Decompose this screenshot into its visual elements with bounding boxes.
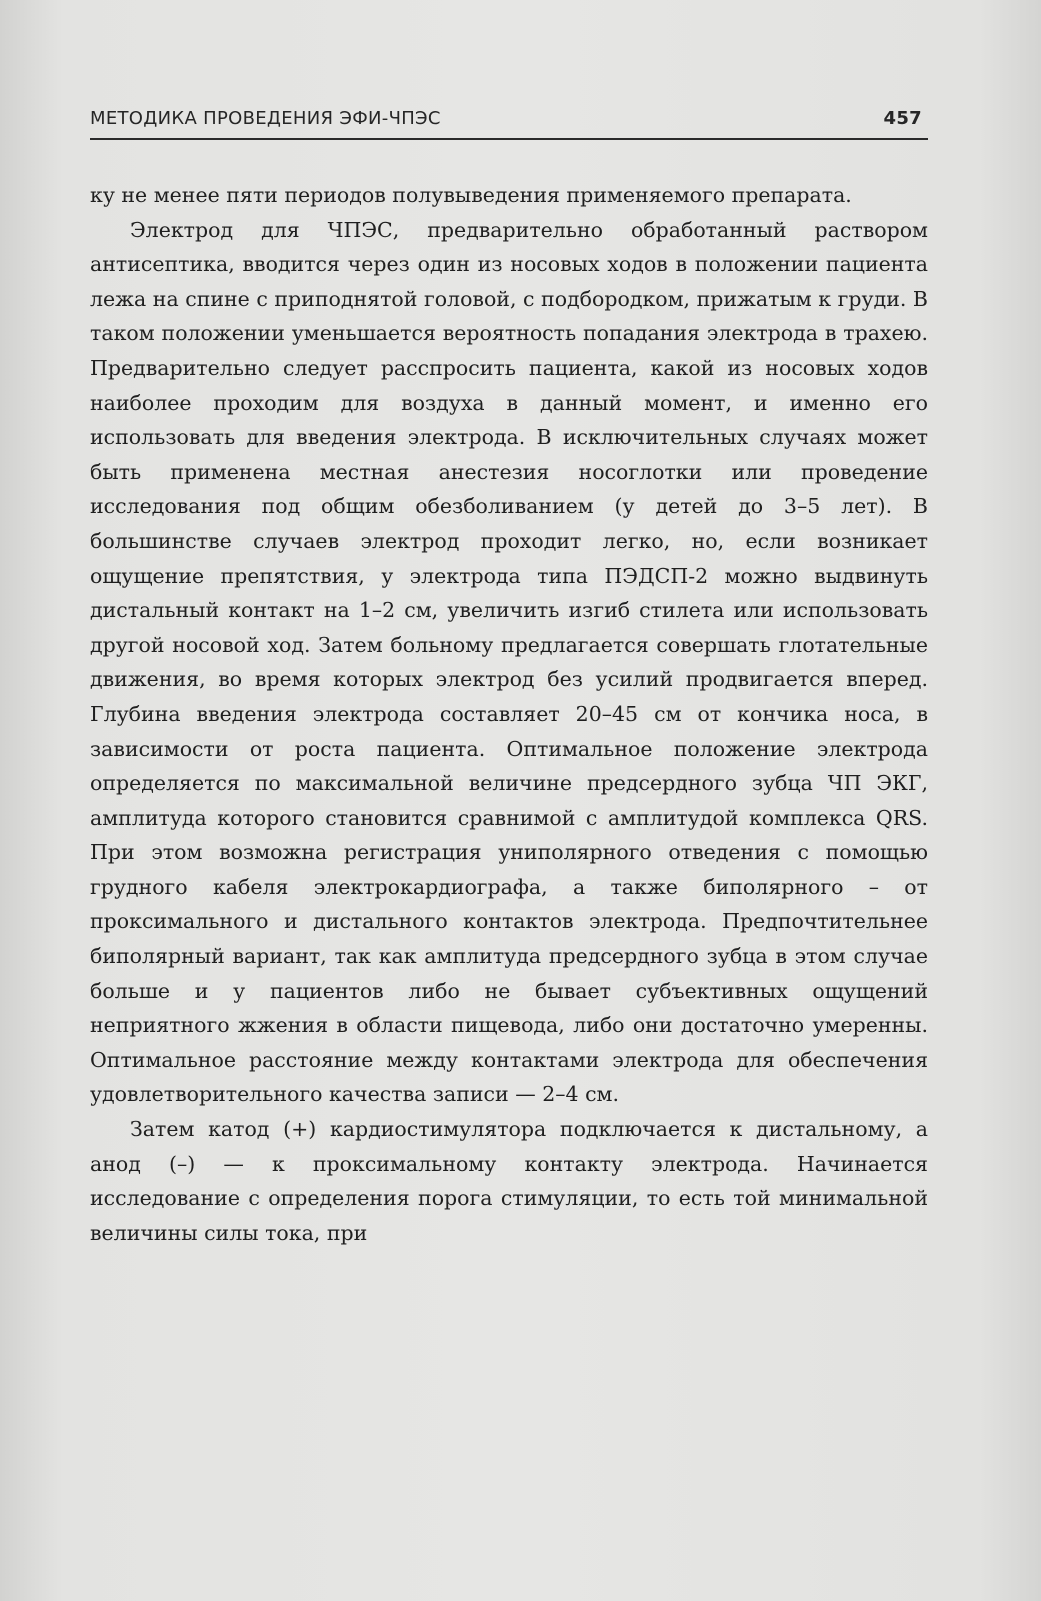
- running-title: МЕТОДИКА ПРОВЕДЕНИЯ ЭФИ-ЧПЭС: [90, 108, 441, 129]
- paragraph-stimulation-threshold: Затем катод (+) кардиостимулятора подключается к дистальному, а анод (–) — к проксимальному контакту электрода. Начинается исследование с определения порога стимуляции, то есть той минимальной величины силы тока, при: [90, 1117, 928, 1245]
- body-text: [90, 178, 928, 1250]
- page-number: 457: [883, 108, 922, 129]
- paragraph-continuation: ку не менее пяти периодов полувыведения применяемого препарата.: [90, 183, 852, 207]
- paragraph-electrode-insertion: Электрод для ЧПЭС, предварительно обработанный раствором антисептика, вводится через один из носовых ходов в положении пациента лежа на спине с приподнятой головой, с подбородком, прижатым к груди. В таком положении уменьшается вероятность попадания электрода в трахею. Предварительно следует расспросить пациента, какой из носовых ходов наиболее проходим для воздуха в данный момент, и именно его использовать для введения электрода. В исключительных случаях может быть применена местная анестезия носоглотки или проведение исследования под общим обезболиванием (у детей до 3–5 лет). В большинстве случаев электрод проходит легко, но, если возникает ощущение препятствия, у электрода типа ПЭДСП-2 можно выдвинуть дистальный контакт на 1–2 см, увеличить изгиб стилета или использовать другой носовой ход. Затем больному предлагается совершать глотательные движения, во время которых электрод без усилий продвигается вперед. Глубина введения электрода составляет 20–45 см от кончика носа, в зависимости от роста пациента. Оптимальное положение электрода определяется по максимальной величине предсердного зубца ЧП ЭКГ, амплитуда которого становится сравнимой с амплитудой комплекса QRS. При этом возможна регистрация униполярного отведения с помощью грудного кабеля электрокардиографа, а также биполярного – от проксимального и дистального контактов электрода. Предпочтительнее биполярный вариант, так как амплитуда предсердного зубца в этом случае больше и у пациентов либо не бывает субъективных ощущений неприятного жжения в области пищевода, либо они достаточно умеренны. Оптимальное расстояние между контактами электрода для обеспечения удовлетворительного качества записи — 2–4 см.: [90, 217, 928, 1107]
- page-header: [90, 104, 928, 140]
